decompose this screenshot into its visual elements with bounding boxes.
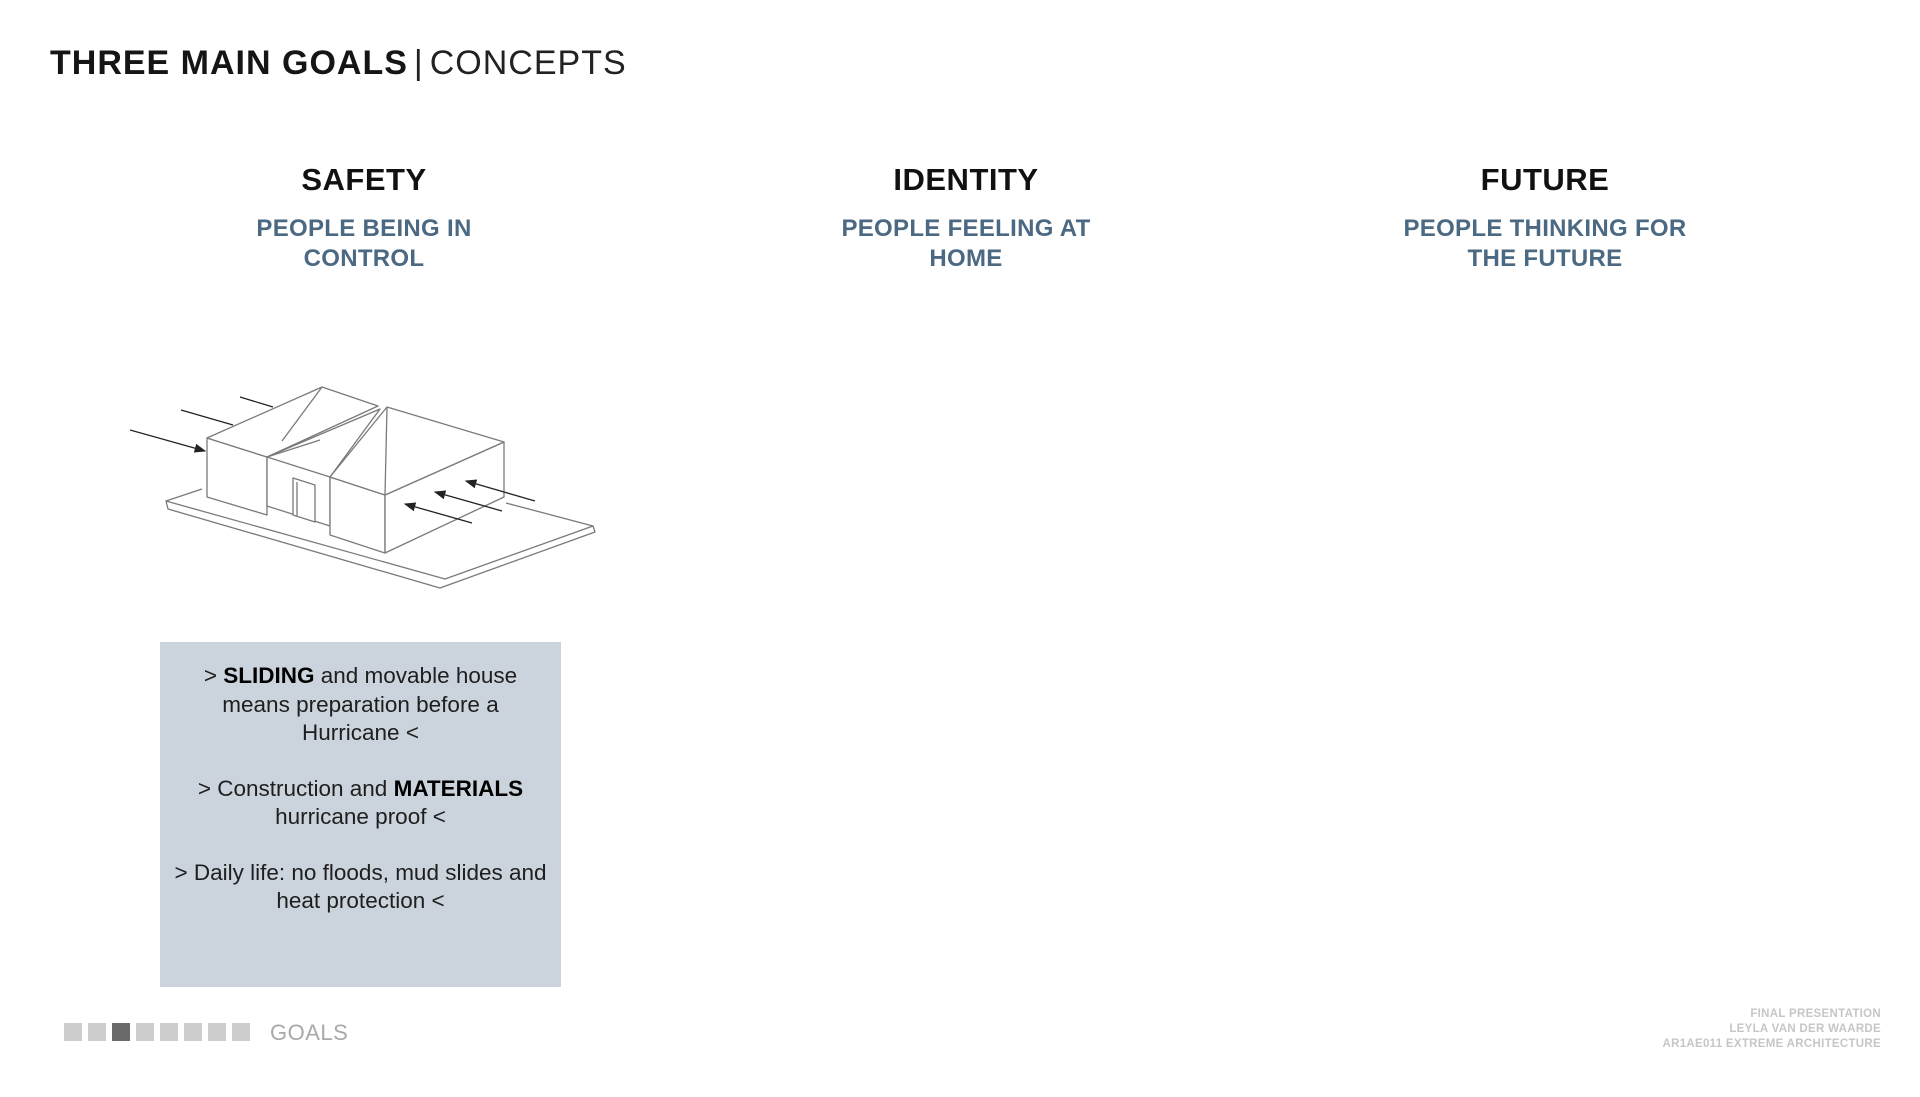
section-label: GOALS — [270, 1020, 349, 1045]
progress-square — [136, 1023, 154, 1041]
goal-subheading-line: PEOPLE BEING IN — [256, 215, 472, 242]
goal-subheading-line: PEOPLE FEELING AT — [841, 215, 1091, 242]
goal-heading: IDENTITY — [893, 162, 1039, 197]
safety-point-keyword: SLIDING — [223, 663, 315, 688]
footer-line: LEYLA VAN DER WAARDE — [1729, 1023, 1881, 1035]
page-title-section: CONCEPTS — [429, 44, 627, 82]
goal-column-identity — [756, 162, 1176, 274]
goal-column-future — [1335, 162, 1755, 274]
goal-heading: FUTURE — [1480, 162, 1610, 197]
safety-point-text: and movable house means preparation before a Hurricane < — [222, 663, 518, 745]
progress-square — [160, 1023, 178, 1041]
footer-credits — [1662, 1007, 1881, 1052]
goal-column-safety — [154, 162, 574, 274]
safety-point-prefix: > — [203, 663, 224, 688]
page-title-separator: | — [413, 44, 424, 82]
page-title — [50, 44, 627, 83]
safety-point-prefix: > Construction and — [197, 775, 394, 801]
goal-subheading — [154, 214, 574, 274]
goal-subheading-line: HOME — [929, 245, 1003, 272]
safety-point-sliding — [172, 662, 549, 748]
safety-point-keyword: MATERIALS — [393, 775, 524, 801]
progress-square — [184, 1023, 202, 1041]
goal-subheading-line: PEOPLE THINKING FOR — [1403, 215, 1687, 242]
safety-point-daily-life: > Daily life: no floods, mud slides and heat protection < — [174, 859, 547, 913]
safety-point-text: hurricane proof < — [275, 804, 446, 829]
progress-square — [88, 1023, 106, 1041]
page-title-main: THREE MAIN GOALS — [50, 44, 408, 82]
goal-subheading — [756, 214, 1176, 274]
goal-subheading-line: THE FUTURE — [1467, 245, 1623, 272]
progress-square — [232, 1023, 250, 1041]
safety-description-box — [160, 642, 561, 987]
goal-subheading — [1335, 214, 1755, 274]
goal-subheading-line: CONTROL — [303, 245, 425, 272]
progress-square — [208, 1023, 226, 1041]
footer-line: FINAL PRESENTATION — [1750, 1008, 1881, 1020]
footer-line: AR1AE011 EXTREME ARCHITECTURE — [1662, 1038, 1881, 1050]
goal-heading: SAFETY — [301, 162, 427, 197]
progress-square-active — [112, 1023, 130, 1041]
isometric-house-with-wind-arrows-icon — [130, 375, 610, 605]
slide-progress-indicator — [64, 1023, 250, 1041]
progress-square — [64, 1023, 82, 1041]
safety-point-materials — [172, 775, 549, 832]
